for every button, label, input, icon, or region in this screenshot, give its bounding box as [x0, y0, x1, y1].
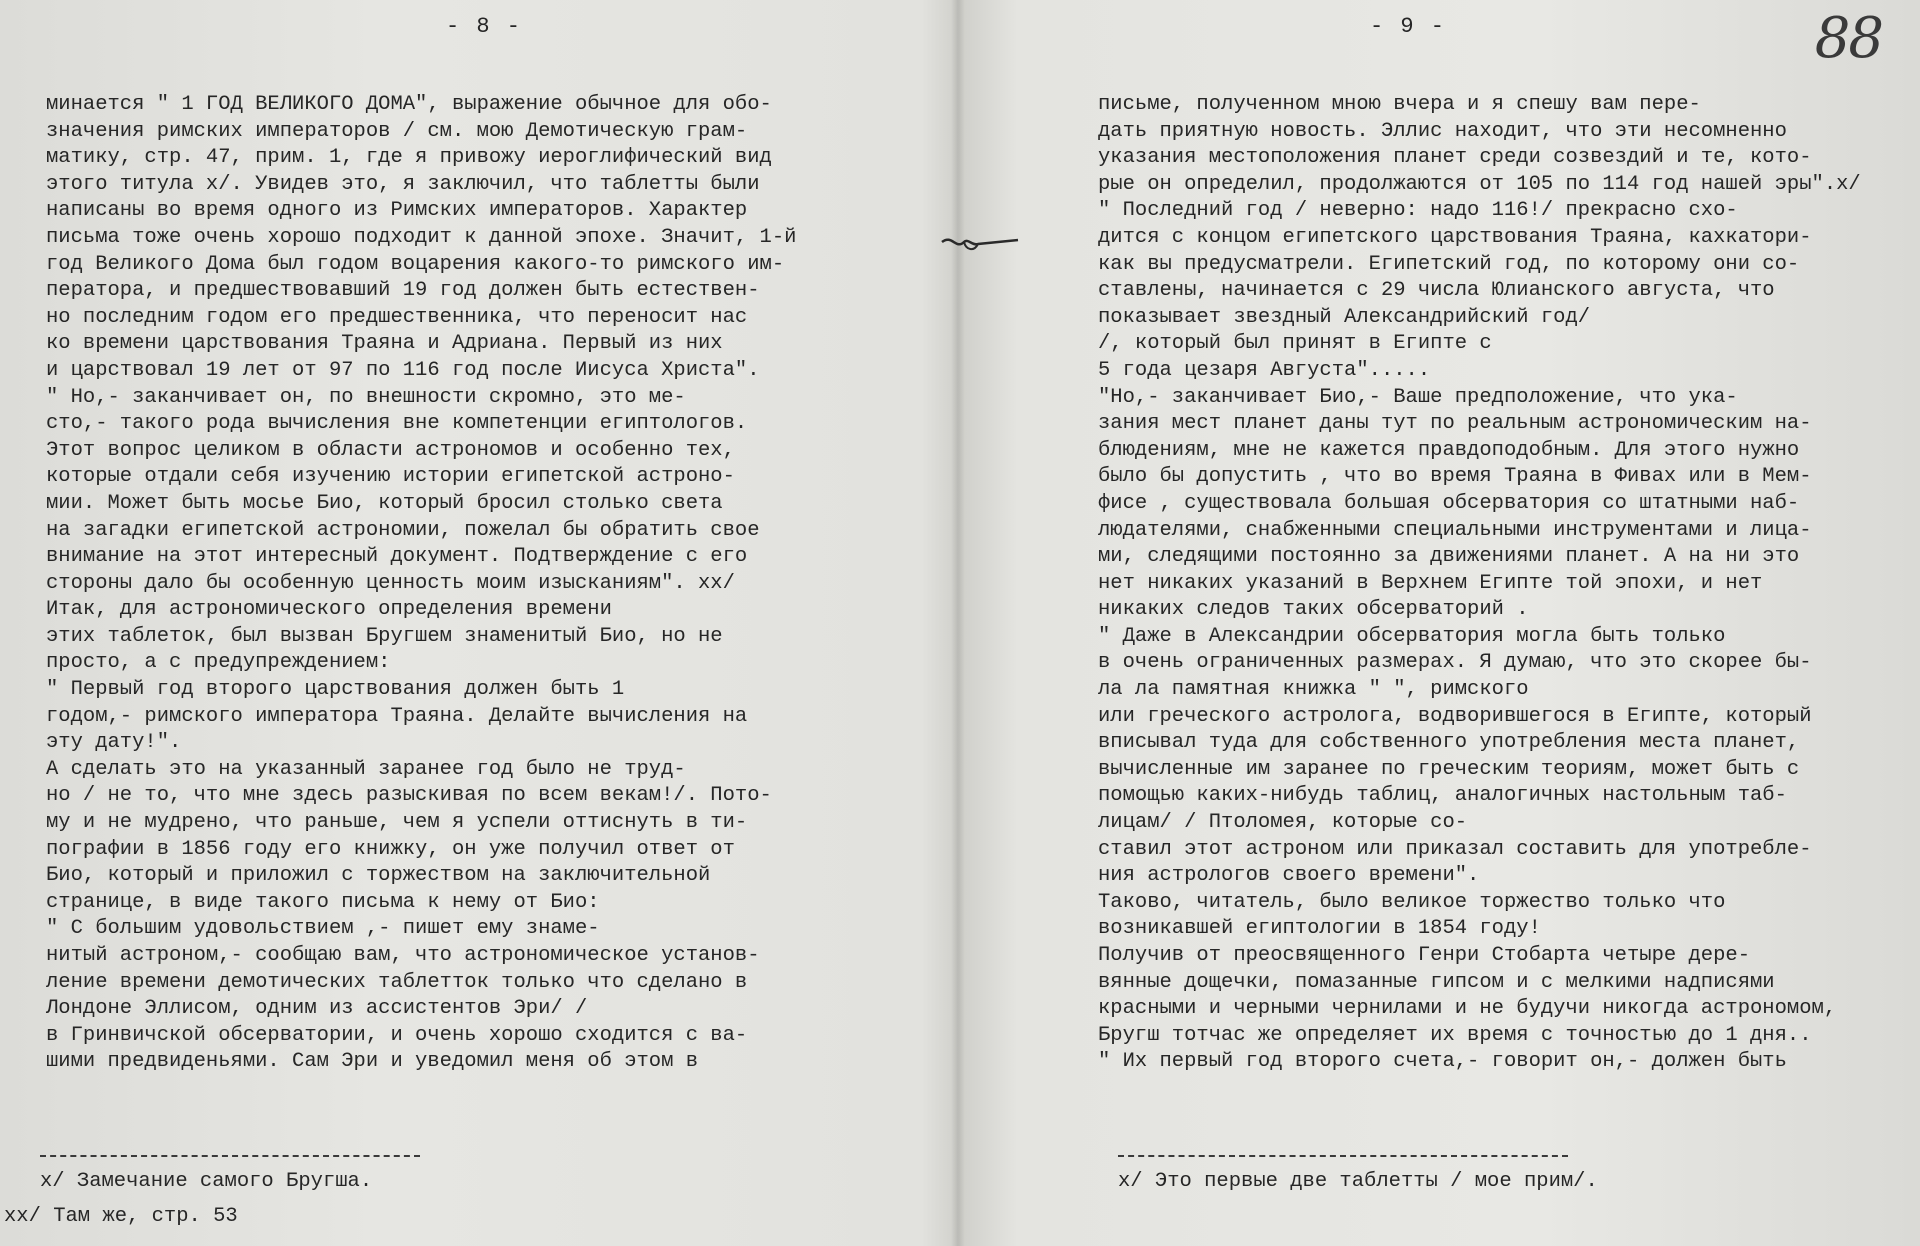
text-line: ния астрологов своего времени". — [1098, 864, 1480, 888]
page-body-text — [1098, 92, 1898, 1076]
text-line: написаны во время одного из Римских императоров. Характер — [46, 199, 748, 223]
text-line: было бы допустить , что во время Траяна в Фивах или в Мем- — [1098, 465, 1812, 489]
text-line: красными и черными чернилами и не будучи никогда астрономом, — [1098, 997, 1837, 1021]
text-line: матику, стр. 47, прим. 1, где я привожу иероглифический вид — [46, 146, 772, 170]
text-line: на загадки египетской астрономии, пожелал бы обратить свое — [46, 518, 760, 542]
footnote: x/ Замечание самого Бругша. — [40, 1170, 373, 1193]
text-line: ление времени демотических таблетток только что сделано в — [46, 970, 748, 994]
text-line: годом,- римского императора Траяна. Делайте вычисления на — [46, 704, 748, 728]
text-line: вычисленные им заранее по греческим теориям, может быть с — [1098, 757, 1800, 781]
text-line: возникавшей египтологии в 1854 году! — [1098, 917, 1541, 941]
text-line: /, который был принят в Египте с — [1098, 332, 1492, 356]
text-line: нитый астроном,- сообщаю вам, что астрономическое установ- — [46, 944, 760, 967]
text-line: письма тоже очень хорошо подходит к данной эпохе. Значит, 1-й — [46, 225, 797, 249]
text-line: му и не мудрено, что раньше, чем я успели оттиснуть в ти- — [46, 811, 748, 835]
footnote-separator — [40, 1155, 420, 1157]
text-line: и царствовал 19 лет от 97 по 116 год после Иисуса Христа". — [46, 358, 760, 382]
text-line: " С большим удовольствием ,- пишет ему знаме- — [46, 917, 600, 941]
text-line: " Первый год второго царствования должен быть 1 — [46, 678, 625, 702]
text-line: ми, следящими постоянно за движениями планет. А на ни это — [1098, 545, 1800, 569]
text-line: помощью каких-нибудь таблиц, аналогичных настольным таб- — [1098, 784, 1787, 808]
text-line: людателями, снабженными специальными инструментами и лица- — [1098, 518, 1812, 542]
text-line: письме, полученном мною вчера и я спешу вам пере- — [1098, 93, 1701, 116]
page-fold — [951, 0, 965, 1246]
text-line: Этот вопрос целиком в области астрономов и особенно тех, — [46, 438, 735, 462]
text-line: вписывал туда для собственного употребления места планет, — [1098, 731, 1800, 755]
text-line: странице, в виде такого письма к нему от Био: — [46, 890, 600, 914]
text-line: " Но,- заканчивает он, по внешности скромно, это ме- — [46, 385, 686, 409]
text-line: А сделать это на указанный заранее год было не труд- — [46, 757, 686, 781]
right-page — [968, 0, 1920, 1246]
text-line: дится с концом египетского царствования Траяна, кахкатори- — [1098, 225, 1812, 249]
text-line: минается " 1 ГОД ВЕЛИКОГО ДОМА", выражение обычное для обо- — [46, 93, 772, 116]
text-line: зания мест планет даны тут по реальным астрономическим на- — [1098, 412, 1812, 436]
text-line: указания местоположения планет среди созвездий и те, кото- — [1098, 146, 1812, 170]
text-line: нет никаких указаний в Верхнем Египте той эпохи, и нет — [1098, 571, 1763, 595]
text-line: или греческого астролога, водворившегося в Египте, который — [1098, 704, 1812, 728]
text-line: 5 года цезаря Августа"..... — [1098, 358, 1431, 382]
text-line: Лондоне Эллисом, одним из ассистентов Эри/ / — [46, 997, 588, 1021]
footnote: xx/ Там же, стр. 53 — [4, 1205, 238, 1228]
text-line: лицам/ / Птоломея, которые со- — [1098, 811, 1468, 835]
text-line: Био, который и приложил с торжеством на заключительной — [46, 864, 711, 888]
text-line: которые отдали себя изучению истории египетской астроно- — [46, 465, 735, 489]
text-line: " Их первый год второго счета,- говорит он,- должен быть — [1098, 1050, 1787, 1074]
text-line: этого титула x/. Увидев это, я заключил, что таблетты были — [46, 172, 760, 196]
text-line: стороны дало бы особенную ценность моим изысканиям". xx/ — [46, 571, 735, 595]
page-body-text — [46, 92, 906, 1076]
text-line: Таково, читатель, было великое торжество только что — [1098, 890, 1726, 914]
page-number: - 9 - — [1370, 14, 1447, 39]
text-line: значения римских императоров / см. мою Демотическую грам- — [46, 119, 748, 143]
text-line: блюдениям, мне не кажется правдоподобным. Для этого нужно — [1098, 438, 1800, 462]
text-line: в очень ограниченных размерах. Я думаю, что это скорее бы- — [1098, 651, 1812, 675]
text-line: мии. Может быть мосье Био, который бросил столько света — [46, 491, 723, 515]
text-line: эту дату!". — [46, 731, 182, 755]
folio-number: 88 — [1814, 6, 1882, 71]
text-line: в Гринвичской обсерватории, и очень хорошо сходится с ва- — [46, 1023, 748, 1047]
left-page — [0, 0, 950, 1246]
text-line: просто, а с предупреждением: — [46, 651, 391, 675]
text-line: как вы предусматрели. Египетский год, по которому они со- — [1098, 252, 1800, 276]
text-line: шими предвиденьями. Сам Эри и уведомил меня об этом в — [46, 1050, 699, 1074]
text-line: рые он определил, продолжаются от 105 по 114 год нашей эры".x/ — [1098, 172, 1861, 196]
text-line: никаких следов таких обсерваторий . — [1098, 598, 1529, 622]
text-line: сто,- такого рода вычисления вне компетенции египтологов. — [46, 412, 748, 436]
text-line: ставлены, начинается с 29 числа Юлианского августа, что — [1098, 279, 1775, 303]
footnote: x/ Это первые две таблетты / мое прим/. — [1118, 1170, 1598, 1193]
text-line: "Но,- заканчивает Био,- Ваше предположение, что ука- — [1098, 385, 1738, 409]
text-line: но последним годом его предшественника, что переносит нас — [46, 305, 748, 329]
page-number: - 8 - — [446, 14, 523, 39]
text-line: этих таблеток, был вызван Бругшем знаменитый Био, но не — [46, 624, 723, 648]
text-line: ператора, и предшествовавший 19 год должен быть естествен- — [46, 279, 760, 303]
text-line: но / не то, что мне здесь разыскивая по всем векам!/. Пото- — [46, 784, 772, 808]
text-line: Получив от преосвященного Генри Стобарта четыре дере- — [1098, 944, 1751, 967]
text-line: " Даже в Александрии обсерватория могла быть только — [1098, 624, 1726, 648]
text-line: пографии в 1856 году его книжку, он уже получил ответ от — [46, 837, 735, 861]
text-line: показывает звездный Александрийский год/ — [1098, 305, 1591, 329]
text-line: ставил этот астроном или приказал составить для употребле- — [1098, 837, 1812, 861]
text-line: " Последний год / неверно: надо 116!/ прекрасно схо- — [1098, 199, 1738, 223]
text-line: вянные дощечки, помазанные гипсом и с мелкими надписями — [1098, 970, 1775, 994]
text-line: Бругш тотчас же определяет их время с точностью до 1 дня.. — [1098, 1023, 1812, 1047]
text-line: ла ла памятная книжка " ", римского — [1098, 678, 1529, 702]
text-line: внимание на этот интересный документ. Подтверждение с его — [46, 545, 748, 569]
text-line: год Великого Дома был годом воцарения какого-то римского им- — [46, 252, 785, 276]
text-line: Итак, для астрономического определения времени — [46, 598, 612, 622]
footnote-separator — [1118, 1155, 1568, 1157]
text-line: дать приятную новость. Эллис находит, что эти несомненно — [1098, 119, 1787, 143]
text-line: фисе , существовала большая обсерватория со штатными наб- — [1098, 491, 1800, 515]
text-line: ко времени царствования Траяна и Адриана. Первый из них — [46, 332, 723, 356]
